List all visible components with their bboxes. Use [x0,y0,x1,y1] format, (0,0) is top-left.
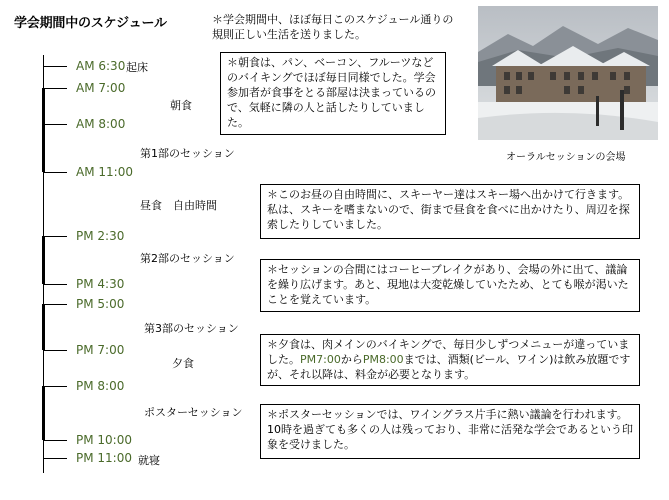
timeline-tick [43,386,67,387]
note-poster-text: ＊ポスターセッションでは、ワイングラス片手に熱い議論を行われます。10時を過ぎても多くの人は残っており、非常に活発な学会であるという印象を受けました。 [267,408,633,451]
activity-session1: 第1部のセッション [140,147,235,160]
note-dinner-text-b: から [340,353,363,366]
note-dinner-text-c: までは、酒類(ビール、ワイン)は飲み放題ですが、それ以降は、料金が必要となります。 [267,353,631,381]
time-label: PM 10:00 [76,433,132,447]
timeline-tick [43,304,67,305]
time-label: PM 11:00 [76,451,132,465]
time-label: AM 8:00 [76,117,126,131]
venue-photo [478,6,658,140]
timeline-range-session3 [42,304,45,350]
time-label: PM 5:00 [76,297,125,311]
time-label: AM 11:00 [76,165,133,179]
time-label: PM 8:00 [76,379,125,393]
timeline-tick [43,236,67,237]
note-poster [260,404,640,459]
timeline-tick [43,172,67,173]
activity-breakfast: 朝食 [170,99,192,112]
note-lunch-text: ＊このお昼の自由時間に、スキーヤー達はスキー場へ出かけて行きます。私は、スキーを嗜まないので、街まで昼食を食べに出かけたり、周辺を探索したりしていました。 [267,188,630,231]
timeline-range-session2 [42,236,45,284]
note-lunch [260,184,640,239]
time-label: PM 4:30 [76,277,125,291]
timeline-tick [43,440,67,441]
activity-session3: 第3部のセッション [144,322,239,335]
photo-caption: オーラルセッションの会場 [506,152,626,163]
note-coffee-text: ＊セッションの合間にはコーヒーブレイクがあり、会場の外に出て、議論を繰り広げます。あと、現地は大変乾燥していたため、とても喉が渇いたことを覚えています。 [267,263,629,306]
note-dinner-time2: PM8:00 [362,353,404,366]
time-label: PM 2:30 [76,229,125,243]
timeline-tick [43,458,67,459]
intro-text: ＊学会期間中、ほぼ毎日このスケジュール通りの規則正しい生活を送りました。 [212,13,454,41]
note-breakfast-text: ＊朝食は、パン、ベーコン、フルーツなどのバイキングでほぼ毎日同様でした。学会参加者が食事をとる部屋は決まっているので、気軽に隣の人と話したりしていました。 [227,56,436,129]
timeline-range-poster [42,386,45,440]
note-dinner-time1: PM7:00 [300,353,341,366]
timeline-tick [43,124,67,125]
timeline-tick [43,284,67,285]
timeline-range-session1 [42,124,45,172]
note-breakfast [220,52,446,135]
note-coffee [260,259,640,312]
timeline-tick [43,350,67,351]
activity-dinner: 夕食 [172,357,194,370]
activity-lunch: 昼食 自由時間 [140,199,217,212]
time-label: AM 7:00 [76,81,126,95]
time-label: PM 7:00 [76,343,125,357]
activity-session2: 第2部のセッション [140,252,235,265]
venue-photo-illustration [478,6,658,140]
note-dinner-text-a: ＊夕食は、肉メインのバイキングで、毎日少しずつメニューが違っていました。 [267,338,630,366]
note-dinner [260,334,640,386]
time-label: AM 6:30 [76,59,126,73]
bed-label: 就寝 [138,454,160,467]
timeline-tick [43,88,67,89]
wake-label: 起床 [126,61,148,74]
activity-poster: ポスターセッション [144,406,243,419]
timeline-tick [43,66,67,67]
page-title: 学会期間中のスケジュール [14,16,167,31]
timeline-range-breakfast [42,88,45,124]
